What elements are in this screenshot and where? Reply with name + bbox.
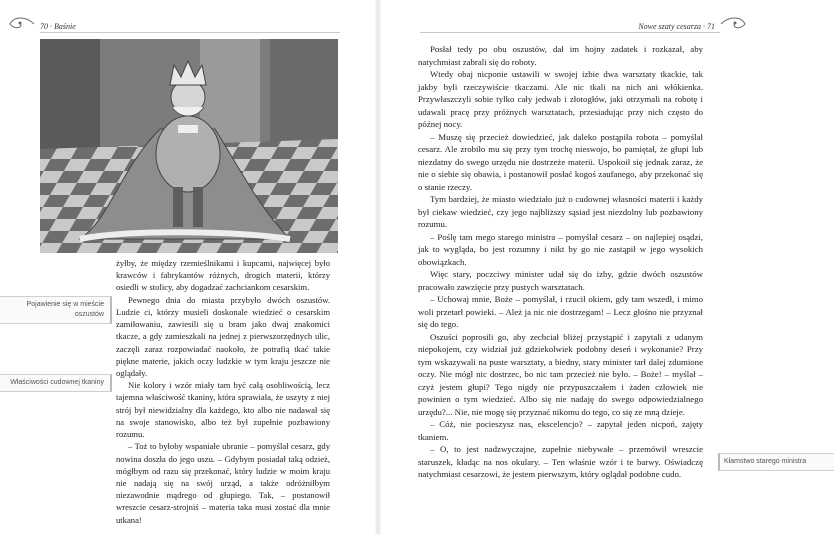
paragraph: – O, to jest nadzwyczajne, zupełnie niebywałe – przemówił wreszcie staruszek, kładąc na nos okulary. – Ten właśnie wzór i te barwy. Oświadczę natychmiast cesarzowi, że jestem pierwszym, który oglądał podobne cudo. xyxy=(418,444,703,479)
running-head-left: 70 · Baśnie xyxy=(40,22,76,31)
corner-ornament-icon xyxy=(719,14,749,34)
paragraph: – Poślę tam mego starego ministra – pomyślał cesarz – on najlepiej osądzi, jak to wygląda, bo jest rozumny i nikt by go nie zastąpił w jego wysokich obowiązkach. xyxy=(418,231,703,267)
sidenote: Pojawienie się w mieście oszustów xyxy=(0,296,112,324)
header-rule xyxy=(40,32,340,33)
paragraph: Pewnego dnia do miasta przybyło dwóch oszustów. Ludzie ci, którzy musieli doskonale wiedzieć o cesarskim zamiłowaniu, zawiesili się u bram jako dwaj znakomici tkacze, a gdy zamieszkali na jednej z pierwszorzędnych ulic, zaczęli zaraz rozpowiadać naokoło, że potrafią tkać takie piękne materie, jakich oczy ludzkie w tym kraju jeszcze nie oglądały. xyxy=(116,294,330,378)
emperor-illustration-image xyxy=(40,39,338,253)
sidenote: Kłamstwo starego ministra xyxy=(718,453,834,471)
paragraph: – Toż to byłoby wspaniałe ubranie – pomyślał cesarz, gdy nowina doszła do jego uszu. – Gdybym posiadał taką odzież, mógłbym od razu się przekonać, który ludzie w moim kraju nie nadają się na swój urząd, a także odróżniłbym niezawodnie mądrego od głupiego. Tak, – postanowił wreszcie cesarz-strojniś – materia taka musi zostać dla mnie utkana! xyxy=(116,441,330,525)
paragraph: Więc stary, poczciwy minister udał się do izby, gdzie dwóch oszustów pracowało zawzięcie przy pustych warsztatach. xyxy=(418,269,703,292)
paragraph: – Muszę się przecież dowiedzieć, jak daleko postąpiła robota – pomyślał cesarz. Ale zrobiło mu się przy tym trochę nieswojo, bo pamiętał, że głupi lub niezdatny do swego urzędu nie dostrzeże materii. Uspokoił się jednak zaraz, że nie o siebie się obawia, i postanowił posłać kogoś zaufanego, aby przekonać się o stanie rzeczy. xyxy=(418,131,703,192)
emperor-illustration xyxy=(40,39,338,253)
paragraph: Tym bardziej, że miasto wiedziało już o cudownej własności materii i każdy był ciekaw wiedzieć, czy jego najbliższy sąsiad jest niezdolny lub pozbawiony rozumu. xyxy=(418,194,703,229)
header-rule xyxy=(420,32,720,33)
paragraph: żyłby, że między rzemieślnikami i kupcami, najwięcej było krawców i fabrykantów różnych, drogich materii, którzy osiedli w stolicy, aby dogadzać zachciankom cesarskim. xyxy=(116,258,330,293)
paragraph: Wtedy obaj nicponie ustawili w swojej izbie dwa warsztaty tkackie, tak jakby byli rzeczywiście tkaczami. Ale nic tkali na nich ani włókienka. Przywłaszczyli sobie tylko cały jedwab i złotogłów, jaki otrzymali na robotę i udawali pracę przy próżnych warsztatach, przesiadując przy nich często do późnej nocy. xyxy=(418,69,703,129)
paragraph: Posłał tedy po obu oszustów, dał im hojny zadatek i rozkazał, aby natychmiast zabrali się do roboty. xyxy=(418,44,703,67)
paragraph: Nie kolory i wzór miały tam być całą osobliwością, lecz tajemna właściwość tkaniny, która sprawiała, że uszyty z niej strój był niewidzialny dla każdego, kto albo nie nadawał się na swoje stanowisko, albo też był zupełnie pozbawiony rozumu. xyxy=(116,380,330,440)
running-head-right: Nowe szaty cesarza · 71 xyxy=(638,22,715,31)
right-text-column xyxy=(418,43,703,481)
paragraph: Oszuści poprosili go, aby zechciał bliżej przystąpić i zapytali z udanym niepokojem, czy widział już gdziekolwiek podobny deseń i wykonanie? Przy tym wskazywali na puste warsztaty, a biedny, stary minister tarł dalej zdumione oczy. Nie mógł nic dostrzec, bo nic tam przecież nie było. – Boże! – myślał – czyż jestem głupi? Tego nigdy nie przypuszczałem i żaden człowiek nie powinien o tym wiedzieć. Albo się nie nadaję do swego odpowiedzialnego urzędu?... Nie, nie mogę się przyznać nikomu do tego, co się ze mną dzieje. xyxy=(418,331,703,417)
paragraph: – Uchowaj mnie, Boże – pomyślał, i rzucił okiem, gdy tam wszedł, i mimo woli przetarł powieki. – Ależ ja nic nie dostrzegam! – Lecz głośno nie przyznał się do tego. xyxy=(418,294,703,329)
paragraph: – Cóż, nie pocieszysz nas, ekscelencjo? – zapytał jeden nicpoń, zajęty tkaniem. xyxy=(418,419,703,442)
corner-ornament-icon xyxy=(6,14,36,34)
right-page xyxy=(378,0,755,534)
sidenote: Właściwości cudownej tkaniny xyxy=(0,374,112,392)
left-text-column xyxy=(116,257,330,526)
left-page xyxy=(0,0,377,534)
